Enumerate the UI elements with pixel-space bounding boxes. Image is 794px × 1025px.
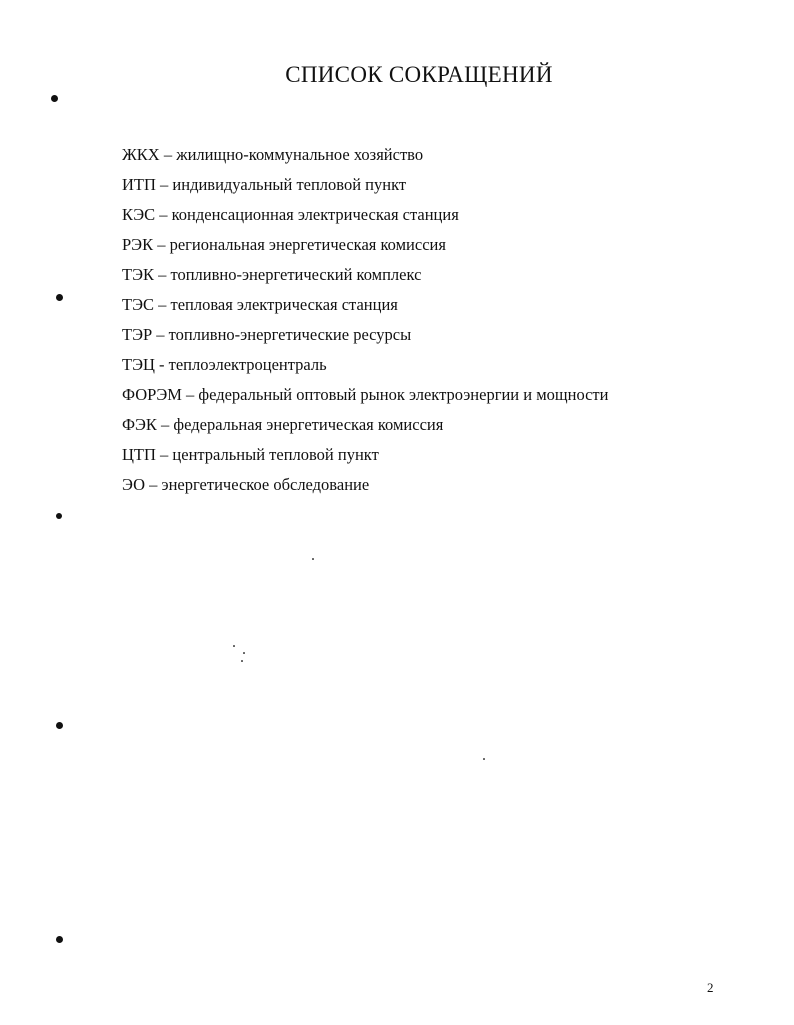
- abbreviation-item: ТЭС – тепловая электрическая станция: [122, 295, 398, 314]
- scan-speck: [243, 652, 245, 654]
- abbreviation-item: ЭО – энергетическое обследование: [122, 475, 370, 494]
- abbreviation-item: КЭС – конденсационная электрическая станция: [122, 205, 459, 224]
- punch-hole-mark: [56, 722, 63, 729]
- page-title: СПИСОК СОКРАЩЕНИЙ: [285, 62, 553, 87]
- abbreviation-item: ИТП – индивидуальный тепловой пункт: [122, 175, 407, 194]
- punch-hole-mark: [56, 294, 63, 301]
- punch-hole-mark: [56, 513, 62, 519]
- abbreviation-list: [122, 140, 608, 500]
- abbreviation-item: ТЭК – топливно-энергетический комплекс: [122, 265, 422, 284]
- punch-hole-mark: [51, 95, 58, 102]
- abbreviation-item: ФОРЭМ – федеральный оптовый рынок электроэнергии и мощности: [122, 385, 609, 404]
- scan-speck: [241, 660, 243, 662]
- abbreviation-item: ЖКХ – жилищно-коммунальное хозяйство: [122, 145, 424, 164]
- abbreviation-item: ТЭЦ - теплоэлектроцентраль: [122, 355, 327, 374]
- scan-speck: [312, 558, 314, 560]
- punch-hole-mark: [56, 936, 63, 943]
- scan-speck: [483, 758, 485, 760]
- abbreviation-item: ЦТП – центральный тепловой пункт: [122, 445, 379, 464]
- abbreviation-item: РЭК – региональная энергетическая комиссия: [122, 235, 446, 254]
- abbreviation-item: ФЭК – федеральная энергетическая комиссия: [122, 415, 444, 434]
- page-number: 2: [707, 980, 714, 995]
- abbreviation-item: ТЭР – топливно-энергетические ресурсы: [122, 325, 412, 344]
- scan-speck: [233, 645, 235, 647]
